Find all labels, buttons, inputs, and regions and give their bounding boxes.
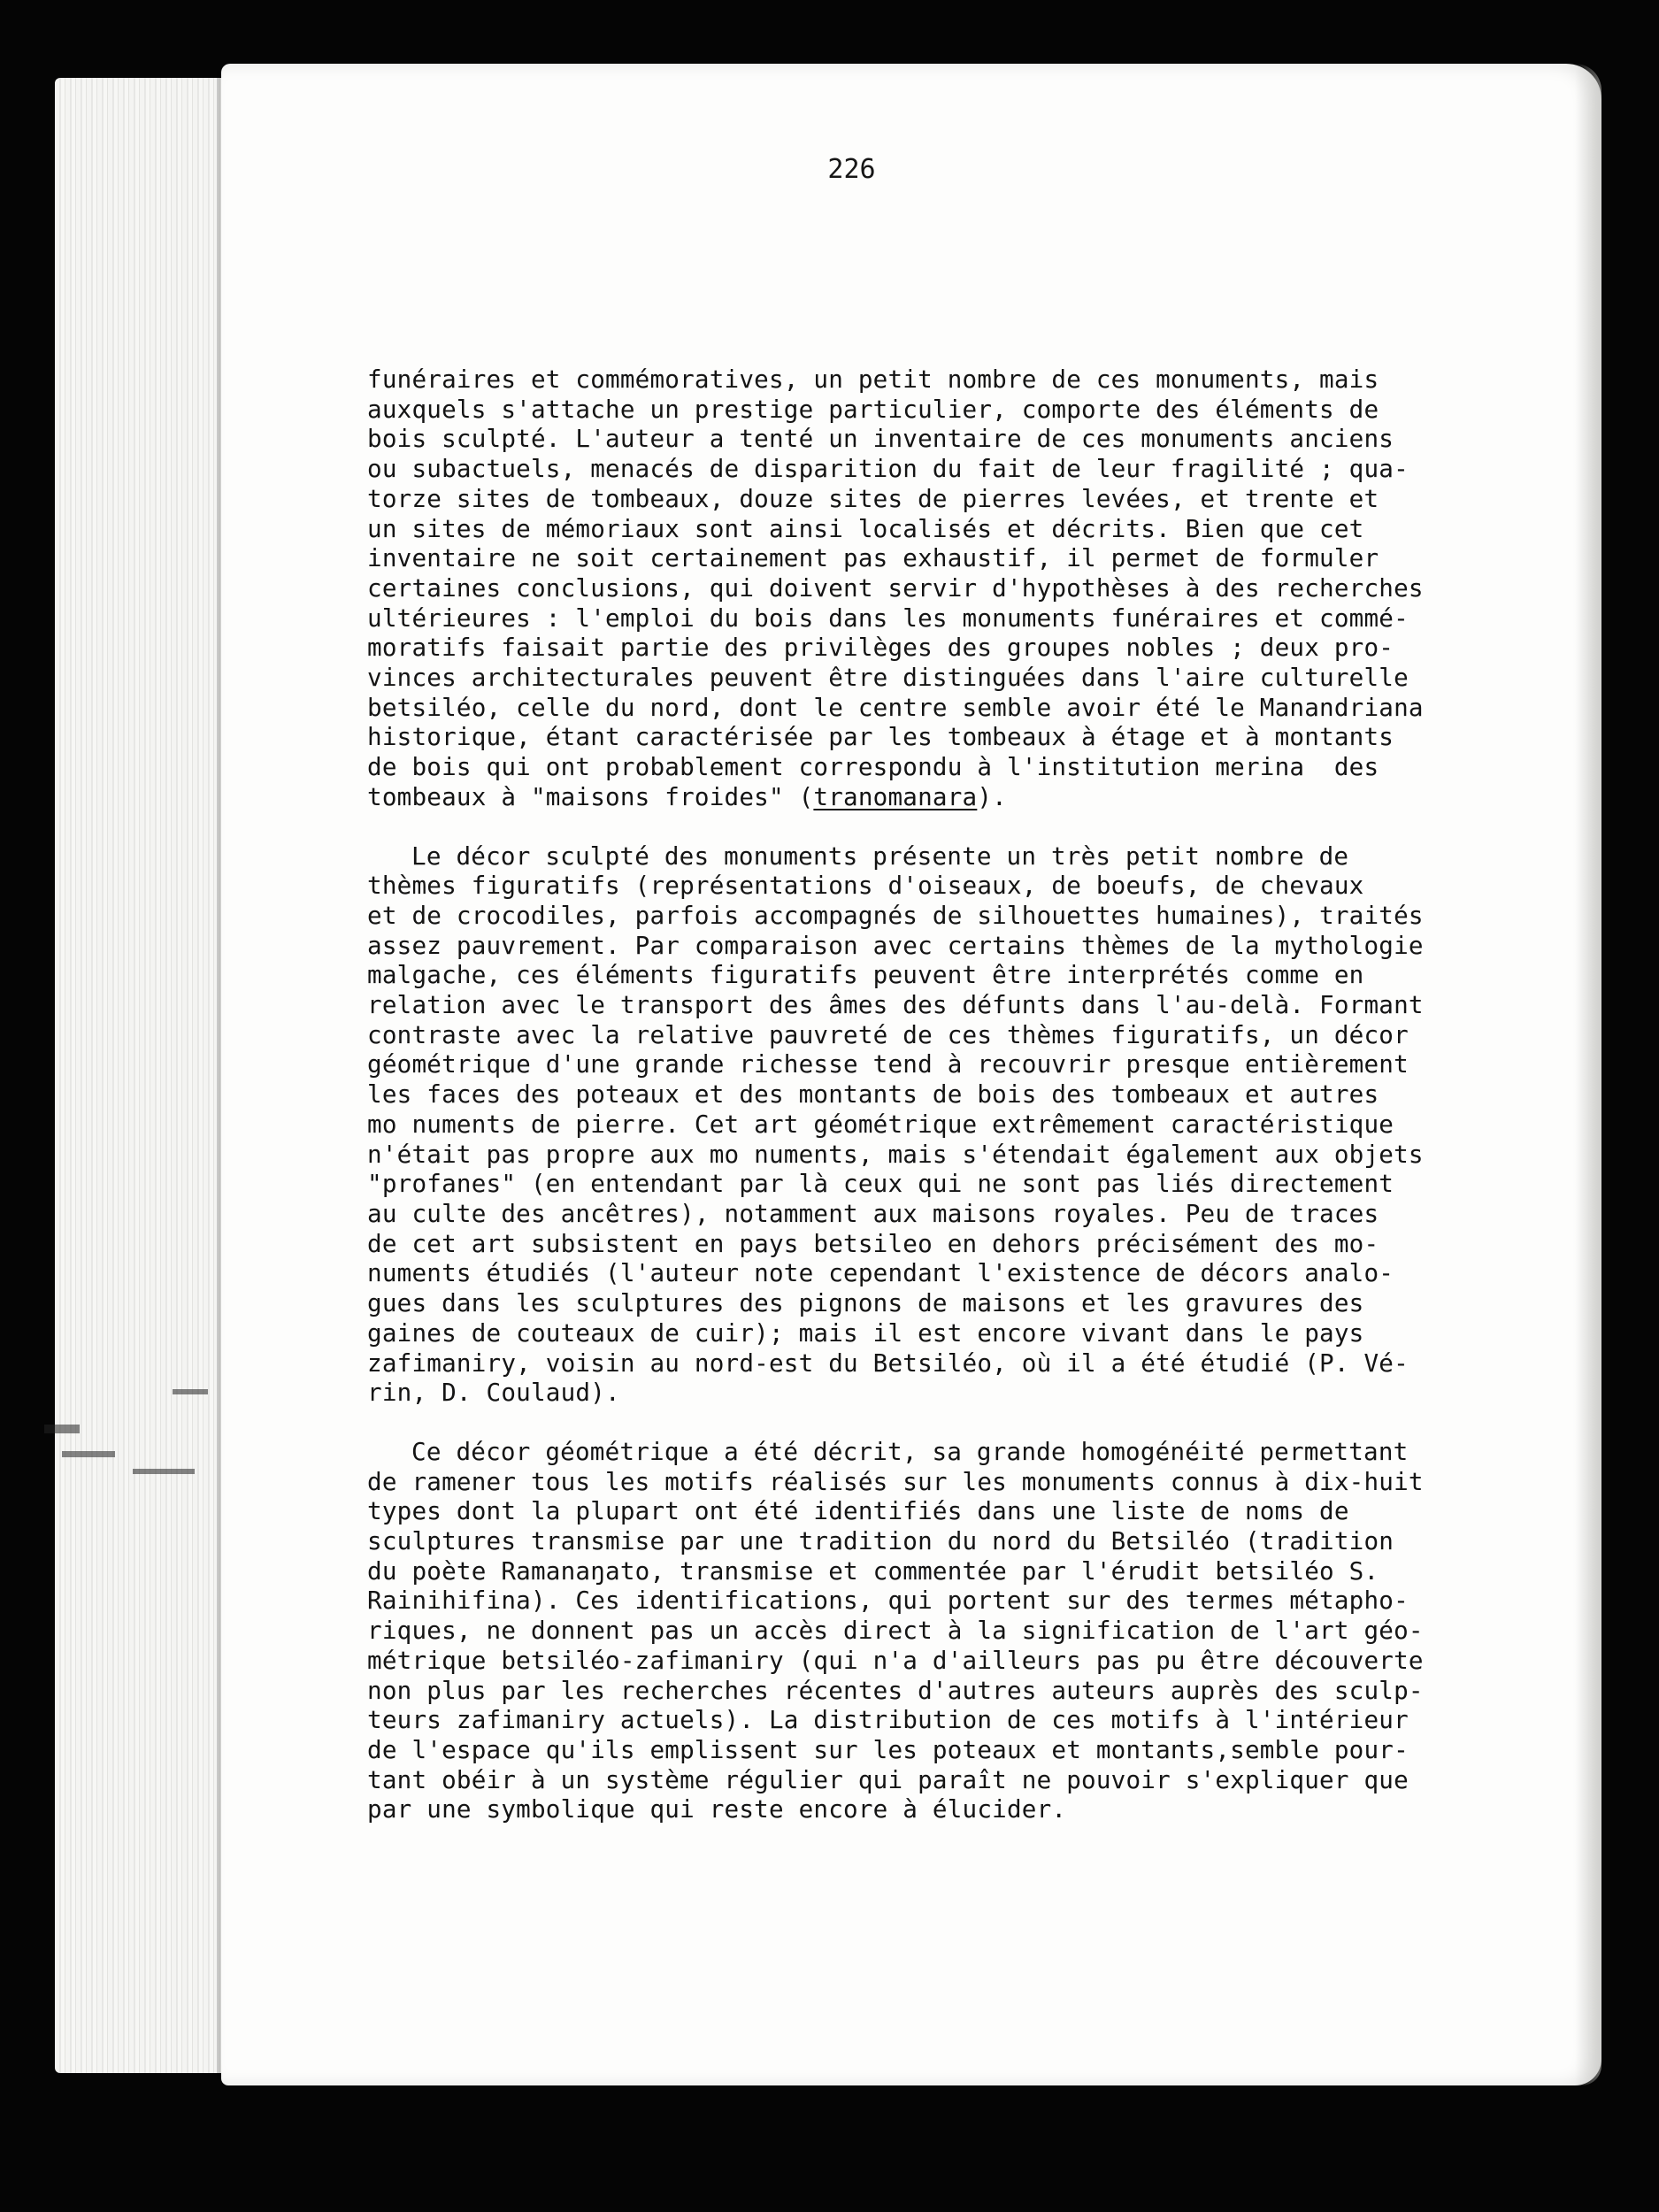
text-line: thèmes figuratifs (représentations d'oiseaux, de boeufs, de chevaux xyxy=(367,871,1364,901)
page-number: 226 xyxy=(827,154,876,185)
page-curl-shade xyxy=(1575,64,1601,2085)
text-line: métrique betsiléo-zafimaniry (qui n'a d'ailleurs pas pu être découverte xyxy=(367,1645,1424,1675)
text-line: par une symbolique qui reste encore à élucider. xyxy=(367,1794,1067,1824)
edge-ink-mark xyxy=(173,1389,208,1394)
text-line: funéraires et commémoratives, un petit nombre de ces monuments, mais xyxy=(367,365,1379,394)
text-line: inventaire ne soit certainement pas exhaustif, il permet de formuler xyxy=(367,543,1379,573)
edge-ink-mark xyxy=(62,1451,115,1457)
text-line: de cet art subsistent en pays betsileo en dehors précisément des mo- xyxy=(367,1228,1379,1258)
text-line: du poète Ramanaŋato, transmise et commentée par l'érudit betsiléo S. xyxy=(367,1555,1379,1586)
text-line: n'était pas propre aux mo numents, mais s'étendait également aux objets xyxy=(367,1139,1424,1169)
text-line: les faces des poteaux et des montants de bois des tombeaux et autres xyxy=(367,1079,1379,1110)
text-line: relation avec le transport des âmes des défunts dans l'au-delà. Formant xyxy=(367,990,1424,1020)
page-block-edges xyxy=(55,78,232,2073)
text-line: sculptures transmise par une tradition du nord du Betsiléo (tradition xyxy=(367,1526,1394,1556)
text-line: contraste avec la relative pauvreté de ces thèmes figuratifs, un décor xyxy=(367,1019,1409,1049)
text-line: zafimaniry, voisin au nord-est du Betsiléo, où il a été étudié (P. Vé- xyxy=(367,1348,1409,1378)
text-line: types dont la plupart ont été identifiés dans une liste de noms de xyxy=(367,1496,1349,1526)
text-line: Ce décor géométrique a été décrit, sa grande homogénéité permettant xyxy=(411,1436,1409,1466)
edge-ink-mark xyxy=(44,1425,80,1433)
text-line: un sites de mémoriaux sont ainsi localisés et décrits. Bien que cet xyxy=(367,513,1364,543)
text-line: "profanes" (en entendant par là ceux qui ne sont pas liés directement xyxy=(367,1169,1394,1199)
text-line: de bois qui ont probablement correspondu à l'institution merina des xyxy=(367,752,1379,782)
text-line: historique, étant caractérisée par les tombeaux à étage et à montants xyxy=(367,722,1394,752)
paragraph-2 xyxy=(367,841,1517,1408)
underlined-term: tranomanara xyxy=(813,781,978,811)
body-text xyxy=(367,365,1517,1824)
text-line: gues dans les sculptures des pignons de maisons et les gravures des xyxy=(367,1288,1364,1318)
text-line: teurs zafimaniry actuels). La distribution de ces motifs à l'intérieur xyxy=(367,1705,1409,1735)
text-line: tant obéir à un système régulier qui paraît ne pouvoir s'expliquer que xyxy=(367,1764,1409,1794)
text-line: au culte des ancêtres), notamment aux maisons royales. Peu de traces xyxy=(367,1198,1379,1228)
text-line: Rainihifina). Ces identifications, qui portent sur des termes métapho- xyxy=(367,1586,1409,1616)
text-line: Le décor sculpté des monuments présente un très petit nombre de xyxy=(411,841,1349,871)
text-line: malgache, ces éléments figuratifs peuvent être interprétés comme en xyxy=(367,960,1364,990)
text-line: riques, ne donnent pas un accès direct à la signification de l'art géo- xyxy=(367,1616,1424,1646)
paragraph-1 xyxy=(367,365,1517,812)
text-line: mo numents de pierre. Cet art géométrique extrêmement caractéristique xyxy=(367,1109,1394,1139)
text-line: ultérieures : l'emploi du bois dans les monuments funéraires et commé- xyxy=(367,603,1409,633)
text-line: non plus par les recherches récentes d'autres auteurs auprès des sculp- xyxy=(367,1675,1424,1705)
text-line: de ramener tous les motifs réalisés sur les monuments connus à dix-huit xyxy=(367,1466,1424,1496)
text-line: rin, D. Coulaud). xyxy=(367,1378,620,1408)
text-line: numents étudiés (l'auteur note cependant l'existence de décors analo- xyxy=(367,1258,1394,1288)
text-line: et de crocodiles, parfois accompagnés de silhouettes humaines), traités xyxy=(367,900,1424,930)
text-line: assez pauvrement. Par comparaison avec certains thèmes de la mythologie xyxy=(367,930,1424,960)
text-line: de l'espace qu'ils emplissent sur les poteaux et montants,semble pour- xyxy=(367,1734,1409,1764)
text-line: bois sculpté. L'auteur a tenté un inventaire de ces monuments anciens xyxy=(367,424,1394,454)
edge-ink-mark xyxy=(133,1469,195,1474)
text-line: betsiléo, celle du nord, dont le centre semble avoir été le Manandriana xyxy=(367,692,1424,722)
text-line: torze sites de tombeaux, douze sites de pierres levées, et trente et xyxy=(367,483,1379,513)
text-line: vinces architecturales peuvent être distinguées dans l'aire culturelle xyxy=(367,663,1409,693)
text-fragment: ). xyxy=(977,781,1007,811)
text-line: certaines conclusions, qui doivent servir d'hypothèses à des recherches xyxy=(367,572,1424,603)
text-line: moratifs faisait partie des privilèges des groupes nobles ; deux pro- xyxy=(367,633,1394,663)
paragraph-3 xyxy=(367,1437,1517,1824)
text-line: gaines de couteaux de cuir); mais il est encore vivant dans le pays xyxy=(367,1317,1364,1348)
text-line: ou subactuels, menacés de disparition du fait de leur fragilité ; qua- xyxy=(367,454,1409,484)
text-line: auxquels s'attache un prestige particulier, comporte des éléments de xyxy=(367,394,1379,424)
text-fragment: tombeaux à "maisons froides" ( xyxy=(367,781,814,811)
text-line: géométrique d'une grande richesse tend à recouvrir presque entièrement xyxy=(367,1049,1409,1079)
text-line xyxy=(367,782,1517,812)
